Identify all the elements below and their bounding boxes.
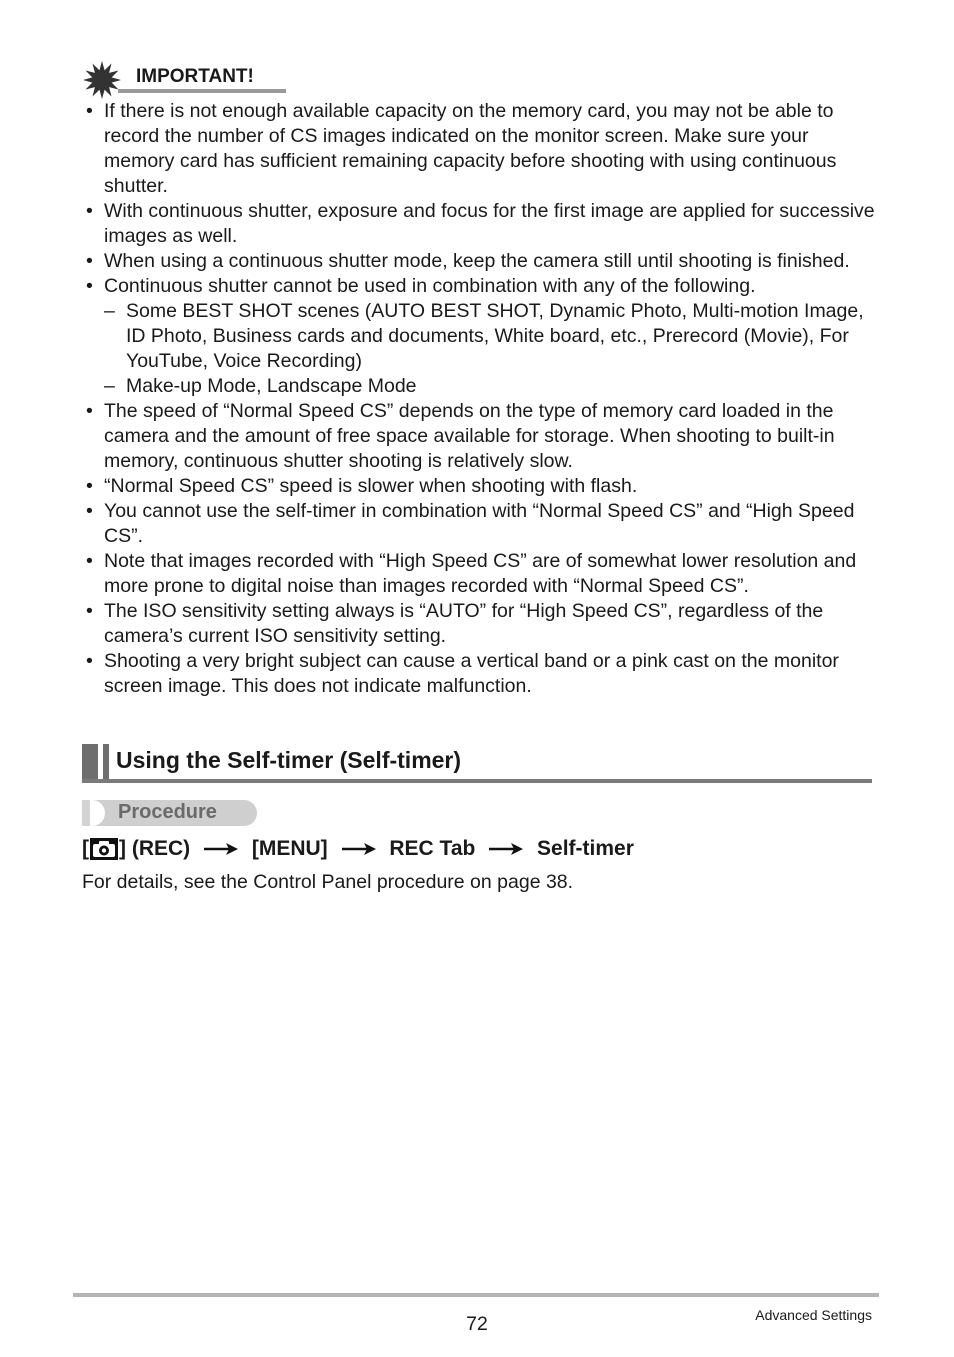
bullet-marker: • bbox=[86, 650, 93, 672]
section-marker-thin bbox=[103, 744, 109, 780]
important-label: IMPORTANT! bbox=[136, 66, 254, 87]
bullet-text: You cannot use the self-timer in combination with “Normal Speed CS” and “High Speed CS”. bbox=[104, 500, 855, 547]
bullet-item bbox=[82, 649, 882, 699]
bullet-item bbox=[82, 499, 882, 549]
camera-icon bbox=[90, 838, 118, 860]
step-rec: (REC) bbox=[131, 837, 191, 861]
bullet-marker: • bbox=[86, 475, 93, 497]
bullet-text: If there is not enough available capacity on the memory card, you may not be able to record the number of CS images indicated on the monitor screen. Make sure your memory card has sufficient remaining capacity before shooting with using continuous shutter. bbox=[104, 100, 837, 197]
bullet-item bbox=[82, 249, 882, 274]
step-self-timer: Self-timer bbox=[537, 837, 634, 861]
step-rec-tab: REC Tab bbox=[389, 837, 476, 861]
bullet-text: The speed of “Normal Speed CS” depends on the type of memory card loaded in the camera and the amount of free space available for storage. When shooting to built-in memory, continuous shutter shooting is relatively slow. bbox=[104, 400, 835, 472]
sub-item bbox=[104, 299, 882, 374]
bullet-item bbox=[82, 199, 882, 249]
bullet-text: “Normal Speed CS” speed is slower when shooting with flash. bbox=[104, 475, 638, 497]
bullet-text: Continuous shutter cannot be used in combination with any of the following. bbox=[104, 275, 756, 297]
bullet-item bbox=[82, 549, 882, 599]
section-title: Using the Self-timer (Self-timer) bbox=[116, 747, 462, 773]
bullet-item bbox=[82, 399, 882, 474]
bullet-text: With continuous shutter, exposure and focus for the first image are applied for successive images as well. bbox=[104, 200, 875, 247]
arrow-right-icon bbox=[204, 843, 238, 855]
procedure-label-badge bbox=[82, 800, 257, 826]
bullet-marker: • bbox=[86, 400, 93, 422]
section-heading bbox=[82, 744, 872, 784]
important-heading bbox=[82, 60, 286, 96]
dash-marker: – bbox=[104, 300, 115, 322]
bullet-text: When using a continuous shutter mode, keep the camera still until shooting is finished. bbox=[104, 250, 850, 272]
bracket-open: [ bbox=[82, 837, 89, 861]
bullet-item bbox=[82, 599, 882, 649]
arrow-right-icon bbox=[489, 843, 523, 855]
arrow-right-icon bbox=[342, 843, 376, 855]
bullet-marker: • bbox=[86, 275, 93, 297]
bracket-close: ] bbox=[119, 837, 126, 861]
footer-section-name: Advanced Settings bbox=[755, 1307, 872, 1323]
bullet-item bbox=[82, 274, 882, 399]
sub-item bbox=[104, 374, 882, 399]
bullet-marker: • bbox=[86, 250, 93, 272]
bullet-marker: • bbox=[86, 100, 93, 122]
section-underline bbox=[82, 779, 872, 783]
bullet-marker: • bbox=[86, 200, 93, 222]
procedure-label: Procedure bbox=[118, 801, 217, 823]
bullet-text: Shooting a very bright subject can cause a vertical band or a pink cast on the monitor screen image. This does not indicate malfunction. bbox=[104, 650, 839, 697]
footer-rule bbox=[73, 1293, 879, 1297]
starburst-icon bbox=[82, 60, 122, 100]
procedure-steps bbox=[82, 835, 634, 863]
important-bullet-list bbox=[82, 99, 882, 699]
sub-item-text: Some BEST SHOT scenes (AUTO BEST SHOT, Dynamic Photo, Multi-motion Image, ID Photo, Business cards and documents, White board, etc., Prerecord (Movie), For YouTube, Voice Recording) bbox=[126, 300, 864, 372]
bullet-marker: • bbox=[86, 600, 93, 622]
bullet-marker: • bbox=[86, 500, 93, 522]
bullet-text: The ISO sensitivity setting always is “AUTO” for “High Speed CS”, regardless of the camera’s current ISO sensitivity setting. bbox=[104, 600, 824, 647]
sub-item-text: Make-up Mode, Landscape Mode bbox=[126, 375, 417, 397]
step-menu: [MENU] bbox=[251, 837, 328, 861]
important-underline bbox=[118, 89, 286, 93]
procedure-details: For details, see the Control Panel procedure on page 38. bbox=[82, 871, 574, 893]
dash-marker: – bbox=[104, 375, 115, 397]
bullet-item bbox=[82, 474, 882, 499]
section-marker bbox=[82, 744, 98, 780]
bullet-marker: • bbox=[86, 550, 93, 572]
sub-list bbox=[104, 299, 882, 399]
bullet-text: Note that images recorded with “High Speed CS” are of somewhat lower resolution and more prone to digital noise than images recorded with “Normal Speed CS”. bbox=[104, 550, 857, 597]
bullet-item bbox=[82, 99, 882, 199]
page-number: 72 bbox=[466, 1313, 488, 1335]
